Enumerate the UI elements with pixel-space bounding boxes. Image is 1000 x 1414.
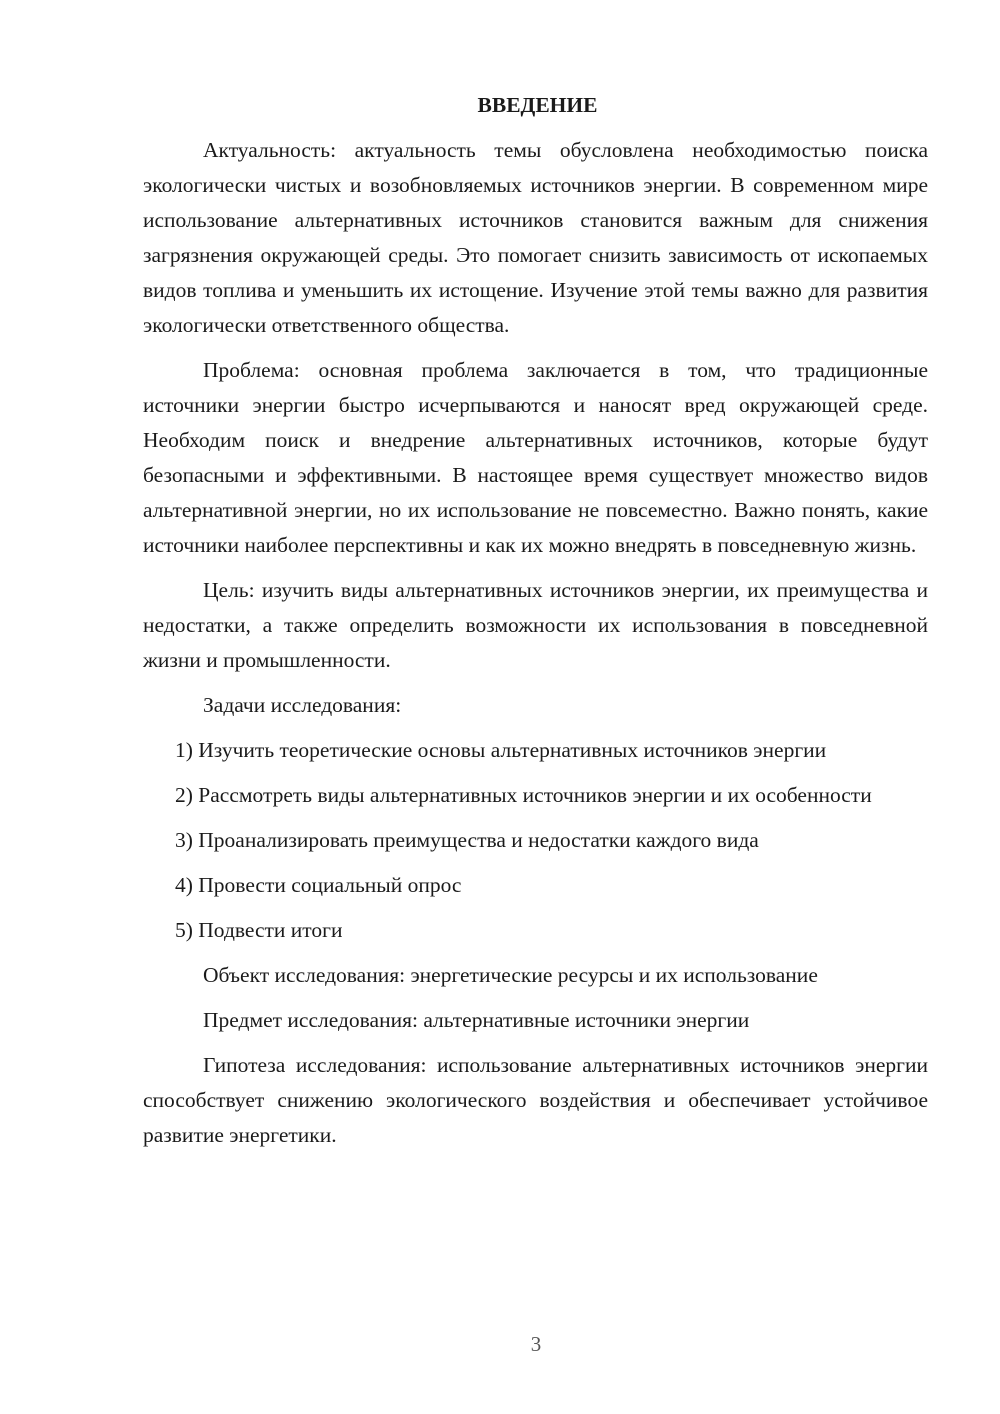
document-page — [143, 88, 928, 1163]
task-item-5: 5) Подвести итоги — [175, 918, 343, 942]
task-item-1: 1) Изучить теоретические основы альтернативных источников энергии — [175, 738, 827, 762]
object-paragraph: Объект исследования: энергетические ресурсы и их использование — [203, 963, 818, 987]
task-item-4: 4) Провести социальный опрос — [175, 873, 462, 897]
problem-paragraph: Проблема: основная проблема заключается в том, что традиционные источники энергии быстро исчерпываются и наносят вред окружающей среде. Необходим поиск и внедрение альтернативных источников, которые будут безопасными и эффективными. В настоящее время существует множество видов альтернативной энергии, но их использование не повсеместно. Важно понять, какие источники наиболее перспективны и как их можно внедрять в повседневную жизнь. — [143, 358, 928, 557]
task-item-3: 3) Проанализировать преимущества и недостатки каждого вида — [175, 828, 759, 852]
page-title: ВВЕДЕНИЕ — [477, 93, 598, 117]
tasks-heading: Задачи исследования: — [203, 693, 402, 717]
goal-paragraph: Цель: изучить виды альтернативных источников энергии, их преимущества и недостатки, а также определить возможности их использования в повседневной жизни и промышленности. — [143, 578, 928, 672]
subject-paragraph: Предмет исследования: альтернативные источники энергии — [203, 1008, 750, 1032]
task-item-2: 2) Рассмотреть виды альтернативных источников энергии и их особенности — [175, 783, 872, 807]
hypothesis-paragraph: Гипотеза исследования: использование альтернативных источников энергии способствует снижению экологического воздействия и обеспечивает устойчивое развитие энергетики. — [143, 1053, 928, 1147]
relevance-paragraph: Актуальность: актуальность темы обусловлена необходимостью поиска экологически чистых и возобновляемых источников энергии. В современном мире использование альтернативных источников становится важным для снижения загрязнения окружающей среды. Это помогает снизить зависимость от ископаемых видов топлива и уменьшить их истощение. Изучение этой темы важно для развития экологически ответственного общества. — [143, 138, 928, 337]
page-number: 3 — [530, 1332, 542, 1356]
